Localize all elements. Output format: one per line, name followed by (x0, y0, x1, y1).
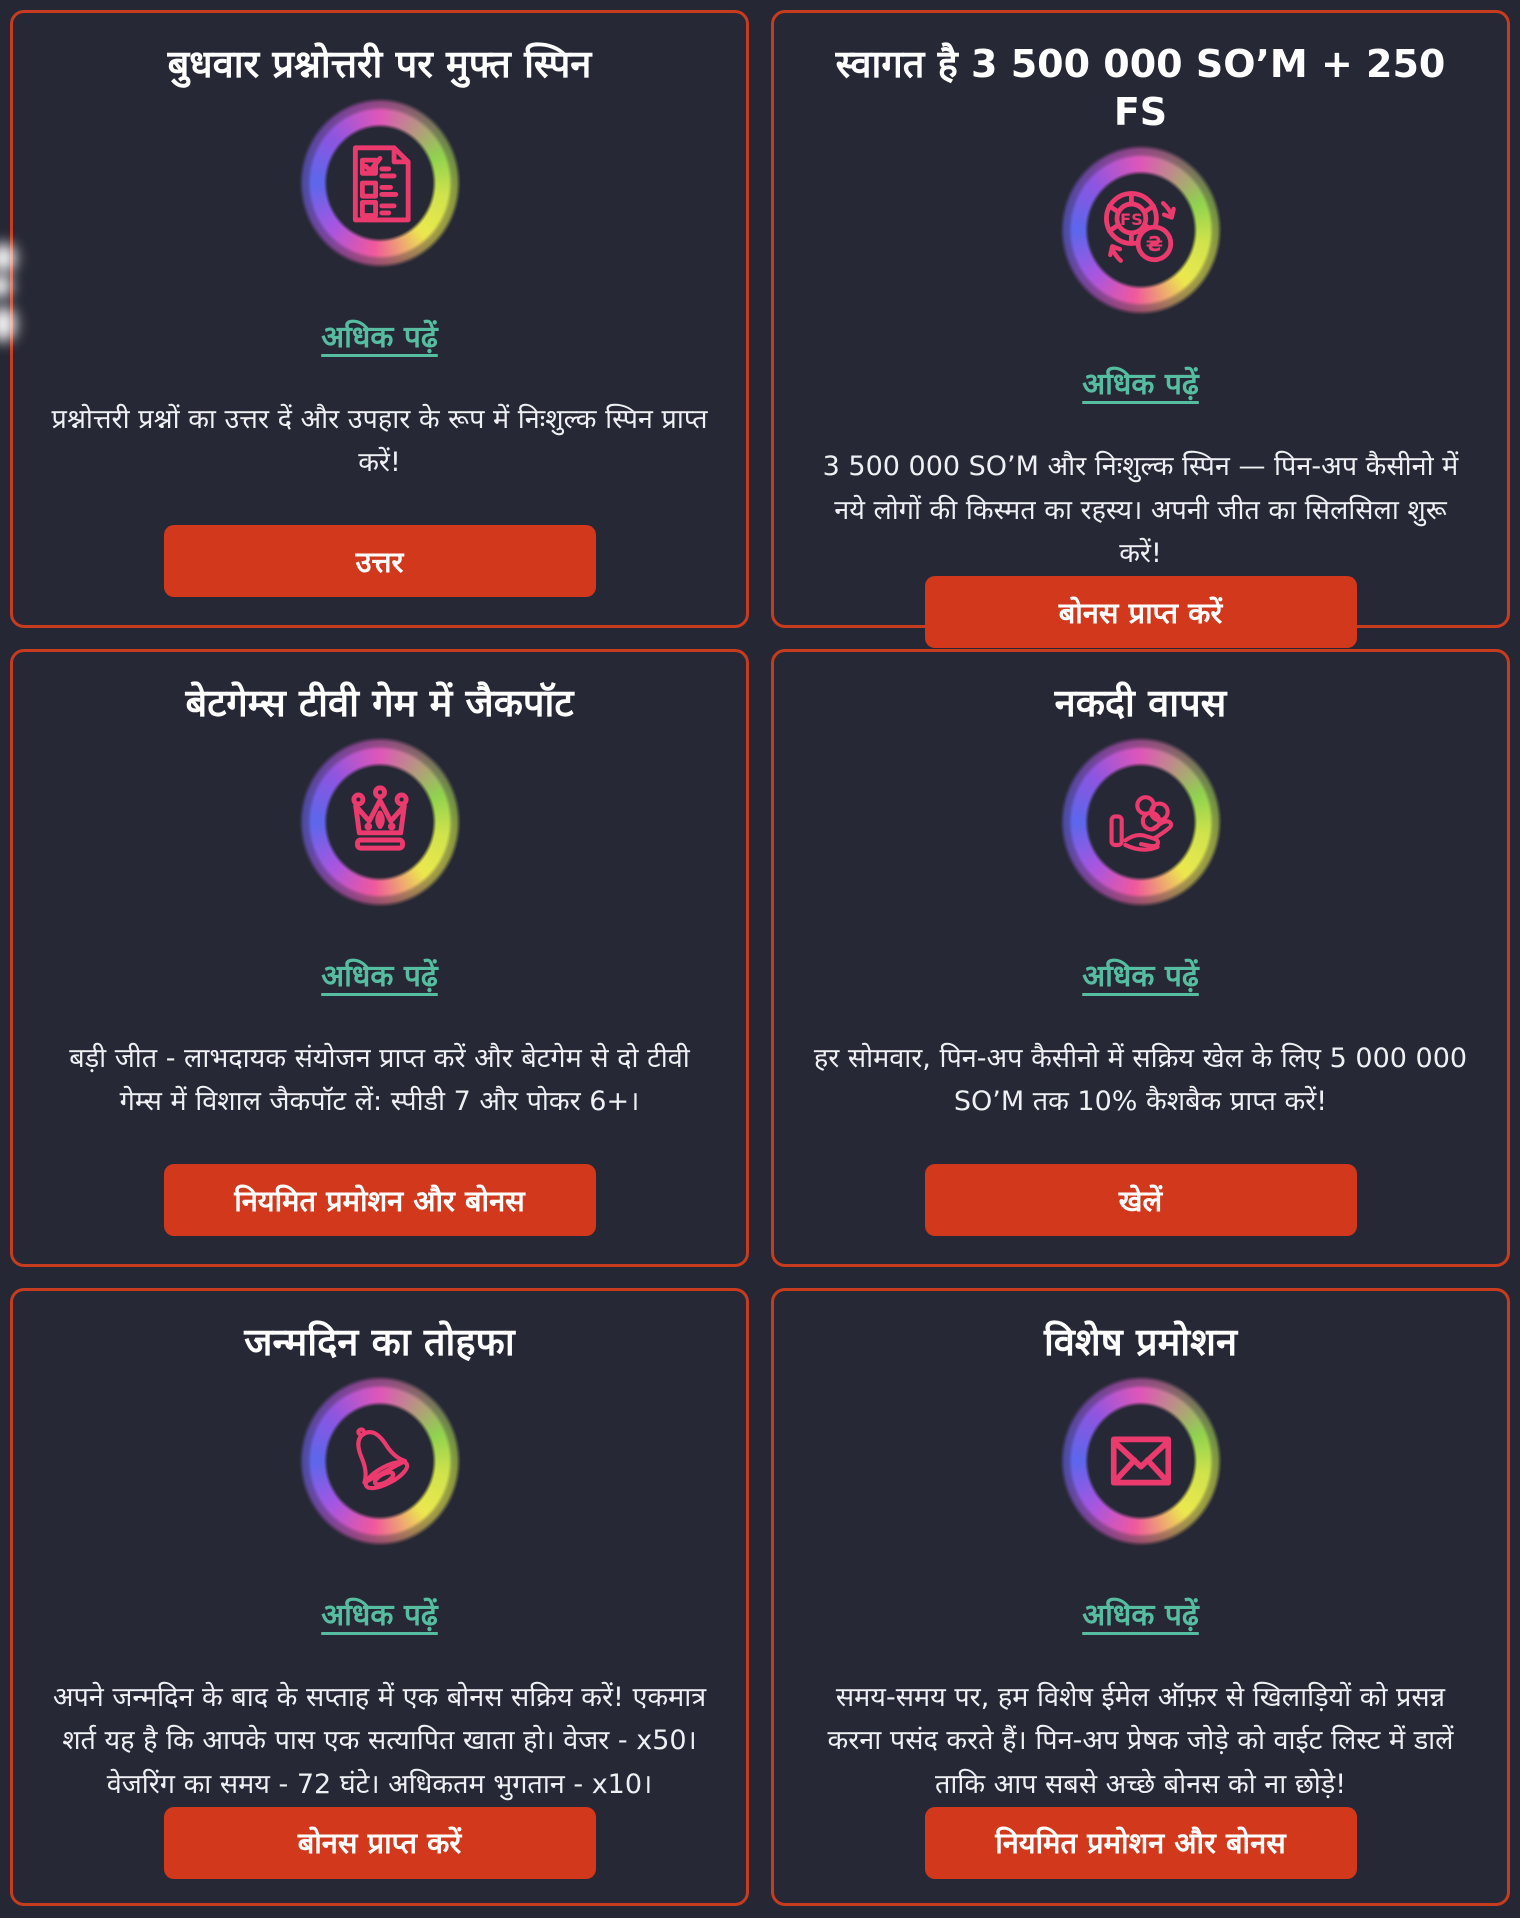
promo-card-cashback (771, 649, 1510, 1267)
promo-description: हर सोमवार, पिन-अप कैसीनो में सक्रिय खेल के लिए 5 000 000 SO’M तक 10% कैशबैक प्राप्त करें! (813, 1042, 1468, 1118)
read-more-link[interactable]: अधिक पढ़ें (321, 958, 438, 994)
promo-icon-ring (304, 742, 456, 902)
promo-description: समय-समय पर, हम विशेष ईमेल ऑफ़र से खिलाड़ियों को प्रसन्न करना पसंद करते हैं। पिन-अप प्रेषक जोड़े को वाईट लिस्ट में डालें ताकि आप सबसे अच्छे बोनस को ना छोड़े! (827, 1681, 1454, 1800)
promo-icon-ring (304, 1381, 456, 1541)
get-bonus-button[interactable]: बोनस प्राप्त करें (925, 576, 1357, 648)
read-more-link[interactable]: अधिक पढ़ें (1082, 1597, 1199, 1633)
regular-promos-button[interactable]: नियमित प्रमोशन और बोनस (925, 1807, 1357, 1879)
promo-card-wednesday-quiz (10, 10, 749, 628)
promo-card-betgames-jackpot (10, 649, 749, 1267)
get-bonus-button[interactable]: बोनस प्राप्त करें (164, 1807, 596, 1879)
promo-description: प्रश्नोत्तरी प्रश्नों का उत्तर दें और उपहार के रूप में निःशुल्क स्पिन प्राप्त करें! (51, 403, 708, 479)
cashback-hand-coins-icon (1095, 776, 1187, 868)
promo-card-special-promos (771, 1288, 1510, 1906)
regular-promos-button[interactable]: नियमित प्रमोशन और बोनस (164, 1164, 596, 1236)
svg-text:FS: FS (1119, 210, 1143, 230)
promo-title: स्वागत है 3 500 000 SO’M + 250 FS (835, 42, 1446, 134)
promo-icon-ring (1065, 742, 1217, 902)
play-button[interactable]: खेलें (925, 1164, 1357, 1236)
promo-title: नकदी वापस (1054, 681, 1227, 725)
read-more-link[interactable]: अधिक पढ़ें (321, 319, 438, 355)
read-more-link[interactable]: अधिक पढ़ें (1082, 958, 1199, 994)
quiz-checklist-icon (336, 139, 424, 227)
crown-icon (335, 777, 425, 867)
answer-button[interactable]: उत्तर (164, 525, 596, 597)
promo-icon-ring (1065, 1381, 1217, 1541)
promo-icon-ring (1065, 150, 1217, 310)
promo-title: बेटगेम्स टीवी गेम में जैकपॉट (185, 681, 574, 725)
freespins-currency-exchange-icon (1093, 182, 1189, 278)
promotions-grid (10, 10, 1510, 1906)
promo-title: जन्मदिन का तोहफा (244, 1320, 515, 1364)
bell-icon (334, 1415, 426, 1507)
promo-description: अपने जन्मदिन के बाद के सप्ताह में एक बोनस सक्रिय करें! एकमात्र शर्त यह है कि आपके पास एक सत्यापित खाता हो। वेजर - x50। वेजरिंग का समय - 72 घंटे। अधिकतम भुगतान - x10। (52, 1681, 707, 1800)
promo-description: बड़ी जीत - लाभदायक संयोजन प्राप्त करें और बेटगेम से दो टीवी गेम्स में विशाल जैकपॉट लें: स्पीडी 7 और पोकर 6+। (69, 1042, 690, 1118)
svg-text:₴: ₴ (1145, 232, 1163, 257)
read-more-link[interactable]: अधिक पढ़ें (321, 1597, 438, 1633)
read-more-link[interactable]: अधिक पढ़ें (1082, 367, 1199, 402)
promo-description: 3 500 000 SO’M और निःशुल्क स्पिन — पिन-अप कैसीनो में नये लोगों की किस्मत का रहस्य। अपनी जीत का सिलसिला शुरू करें! (822, 451, 1459, 570)
promo-title: विशेष प्रमोशन (1043, 1320, 1238, 1364)
promo-title: बुधवार प्रश्नोत्तरी पर मुफ्त स्पिन (167, 42, 592, 86)
promo-card-birthday-gift (10, 1288, 749, 1906)
promo-card-welcome-bonus (771, 10, 1510, 628)
envelope-icon (1094, 1414, 1188, 1508)
promo-icon-ring (304, 103, 456, 263)
